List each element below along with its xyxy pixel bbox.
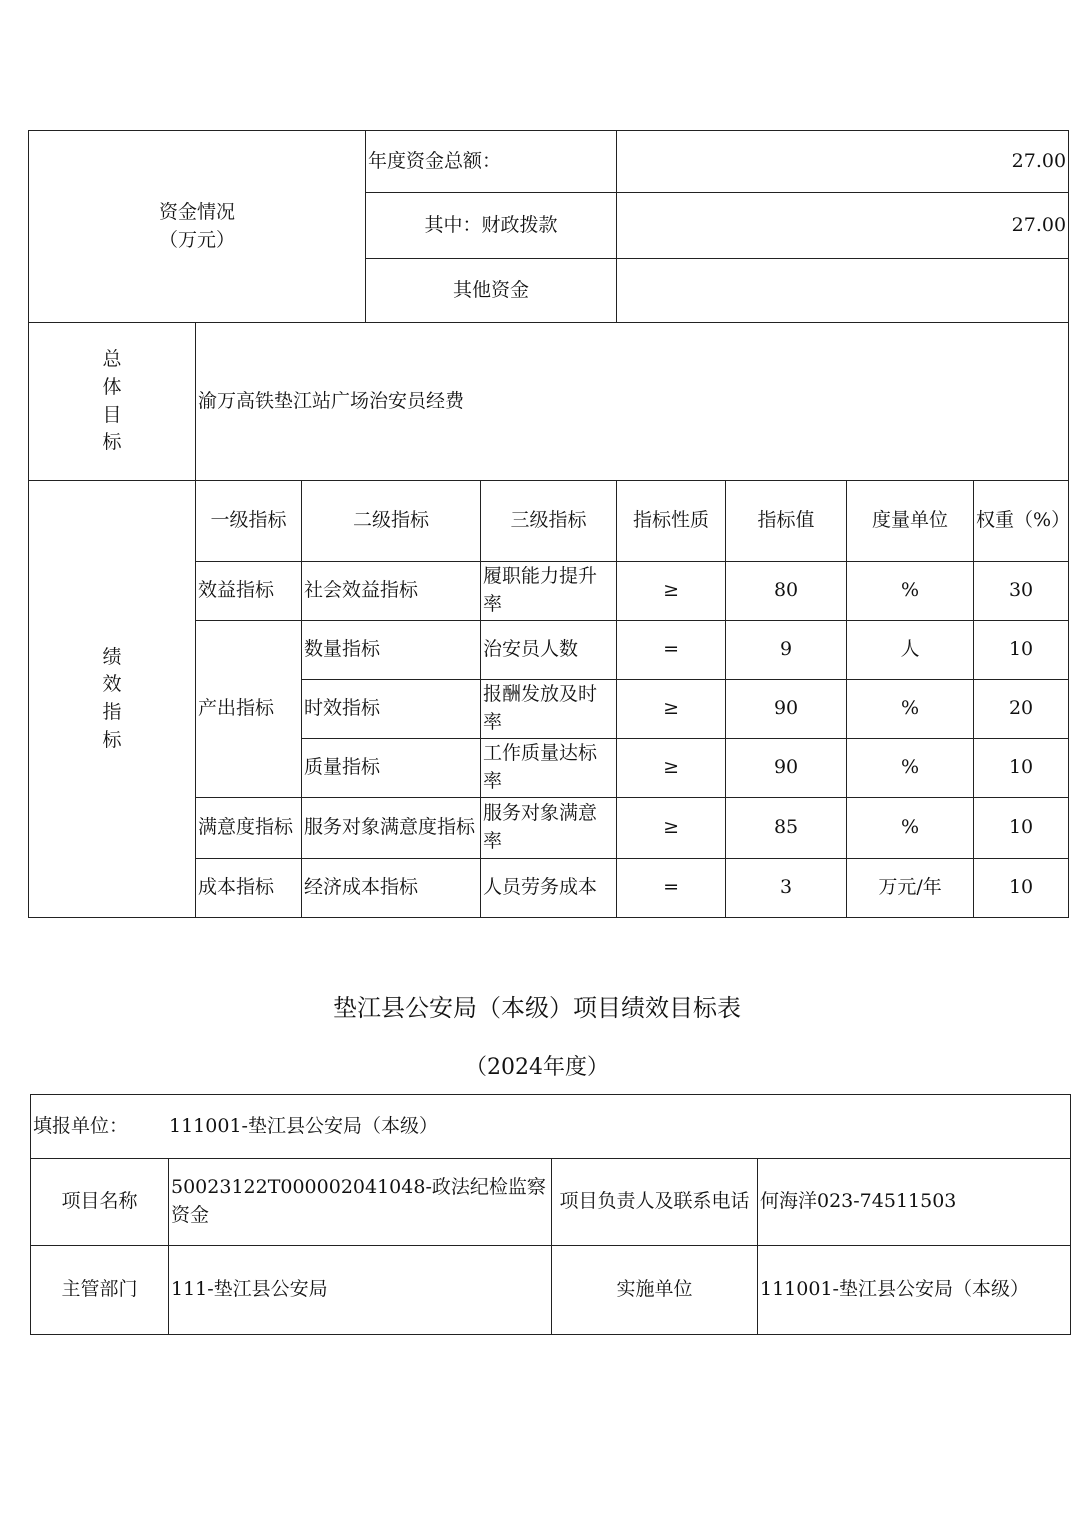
- contact-label: 项目负责人及联系电话: [552, 1159, 758, 1246]
- unit-cell: %: [847, 739, 974, 798]
- level3-cell: 报酬发放及时率: [481, 680, 617, 739]
- impl-unit-value: 111001-垫江县公安局（本级）: [758, 1246, 1071, 1335]
- header-unit: 度量单位: [847, 481, 974, 562]
- dept-label: 主管部门: [31, 1246, 169, 1335]
- value-cell: 80: [726, 562, 847, 621]
- unit-cell: 人: [847, 621, 974, 680]
- unit-cell: %: [847, 562, 974, 621]
- performance-label: [29, 481, 196, 918]
- nature-cell: ≥: [617, 680, 726, 739]
- header-weight: 权重（%）: [974, 481, 1069, 562]
- performance-char: 标: [102, 728, 122, 751]
- unit-cell: 万元/年: [847, 859, 974, 918]
- nature-cell: =: [617, 621, 726, 680]
- value-cell: 9: [726, 621, 847, 680]
- header-nature: 指标性质: [617, 481, 726, 562]
- page-subtitle: （2024年度）: [465, 1055, 609, 1080]
- level3-cell: 履职能力提升率: [481, 562, 617, 621]
- weight-cell: 10: [974, 739, 1069, 798]
- level3-cell: 服务对象满意率: [481, 798, 617, 859]
- dept-value: 111-垫江县公安局: [169, 1246, 552, 1335]
- annual-total-label: 年度资金总额：: [366, 131, 617, 193]
- project-info-table: [30, 1094, 1071, 1335]
- performance-char: 指: [102, 701, 122, 723]
- fiscal-label: 其中：财政拨款: [366, 193, 617, 259]
- overall-goal-char: 标: [102, 431, 122, 454]
- nature-cell: ≥: [617, 739, 726, 798]
- level2-cell: 数量指标: [302, 621, 481, 680]
- funding-label-line2: （万元）: [159, 228, 236, 251]
- project-name-value: 50023122T000002041048-政法纪检监察资金: [169, 1159, 552, 1246]
- nature-cell: ≥: [617, 798, 726, 859]
- overall-goal-text: 渝万高铁垫江站广场治安员经费: [196, 323, 1069, 481]
- funding-label-line1: 资金情况: [159, 200, 236, 223]
- value-cell: 85: [726, 798, 847, 859]
- fill-unit-value: 111001-垫江县公安局（本级）: [169, 1114, 438, 1137]
- project-name-label: 项目名称: [31, 1159, 169, 1246]
- fill-unit-row: [31, 1095, 1071, 1159]
- level2-cell: 时效指标: [302, 680, 481, 739]
- fiscal-value: 27.00: [617, 193, 1069, 259]
- weight-cell: 10: [974, 859, 1069, 918]
- nature-cell: =: [617, 859, 726, 918]
- level3-cell: 工作质量达标率: [481, 739, 617, 798]
- header-level2: 二级指标: [302, 481, 481, 562]
- level3-cell: 治安员人数: [481, 621, 617, 680]
- unit-cell: %: [847, 798, 974, 859]
- level2-cell: 服务对象满意度指标: [302, 798, 481, 859]
- level1-cell: 成本指标: [196, 859, 302, 918]
- level2-cell: 经济成本指标: [302, 859, 481, 918]
- level1-cell: 满意度指标: [196, 798, 302, 859]
- fill-unit-label: 填报单位：: [33, 1114, 129, 1137]
- level1-cell: 效益指标: [196, 562, 302, 621]
- performance-goal-table: [28, 130, 1069, 918]
- value-cell: 3: [726, 859, 847, 918]
- overall-goal-label: [29, 323, 196, 481]
- value-cell: 90: [726, 680, 847, 739]
- weight-cell: 20: [974, 680, 1069, 739]
- header-level1: 一级指标: [196, 481, 302, 562]
- page-title: 垫江县公安局（本级）项目绩效目标表: [333, 994, 741, 1022]
- level3-cell: 人员劳务成本: [481, 859, 617, 918]
- other-funds-value: [617, 259, 1069, 323]
- header-value: 指标值: [726, 481, 847, 562]
- overall-goal-char: 体: [102, 375, 122, 398]
- performance-char: 绩: [102, 645, 122, 668]
- overall-goal-char: 总: [102, 348, 122, 371]
- contact-value: 何海洋023-74511503: [758, 1159, 1071, 1246]
- weight-cell: 10: [974, 798, 1069, 859]
- level2-cell: 社会效益指标: [302, 562, 481, 621]
- nature-cell: ≥: [617, 562, 726, 621]
- annual-total-value: 27.00: [617, 131, 1069, 193]
- unit-cell: %: [847, 680, 974, 739]
- weight-cell: 30: [974, 562, 1069, 621]
- value-cell: 90: [726, 739, 847, 798]
- level1-cell: 产出指标: [196, 621, 302, 798]
- impl-unit-label: 实施单位: [552, 1246, 758, 1335]
- other-funds-label: 其他资金: [366, 259, 617, 323]
- level2-cell: 质量指标: [302, 739, 481, 798]
- header-level3: 三级指标: [481, 481, 617, 562]
- funding-label: [29, 131, 366, 323]
- weight-cell: 10: [974, 621, 1069, 680]
- performance-char: 效: [102, 673, 122, 696]
- overall-goal-char: 目: [102, 403, 122, 426]
